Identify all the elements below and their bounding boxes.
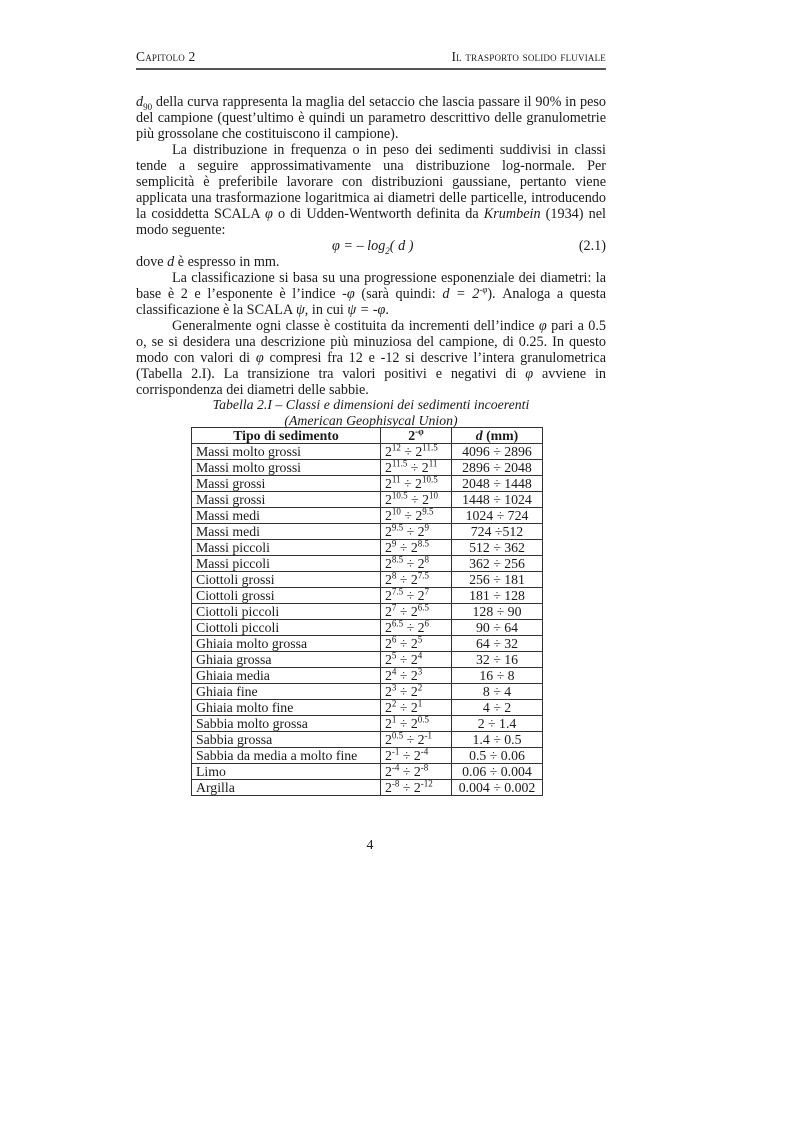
table-row <box>192 508 543 524</box>
table-row <box>192 572 543 588</box>
table-row <box>192 748 543 764</box>
cell-sediment-type: Massi medi <box>192 508 381 524</box>
table-row <box>192 540 543 556</box>
table-row <box>192 700 543 716</box>
cell-diameter-range: 2896 ÷ 2048 <box>452 460 543 476</box>
cell-diameter-range: 0.004 ÷ 0.002 <box>452 780 543 796</box>
cell-sediment-type: Ciottoli grossi <box>192 588 381 604</box>
cell-diameter-range: 4096 ÷ 2896 <box>452 444 543 460</box>
cell-diameter-range: 1024 ÷ 724 <box>452 508 543 524</box>
paragraph-classification: La classificazione si basa su una progressione esponenziale dei diametri: la base è 2 e l’esponente è l’indice -φ (sarà quindi: $d = 2^{-\varphi}$). Analoga a questa classificazione è la SCALA ψ, in cui ψ = -φ. <box>136 270 607 318</box>
cell-phi-range: $2^{11.5} \div 2^{11}$ <box>381 460 452 476</box>
equation-2-1 <box>136 238 606 254</box>
table-row <box>192 588 543 604</box>
cell-diameter-range: 90 ÷ 64 <box>452 620 543 636</box>
running-header-chapter: Capitolo 2 <box>136 49 196 64</box>
cell-phi-range: $2^{-4} \div 2^{-8}$ <box>381 764 452 780</box>
table-row <box>192 764 543 780</box>
cell-phi-range: $2^{10.5} \div 2^{10}$ <box>381 492 452 508</box>
cell-sediment-type: Ciottoli piccoli <box>192 604 381 620</box>
cell-phi-range: $2^{-1} \div 2^{-4}$ <box>381 748 452 764</box>
cell-diameter-range: 256 ÷ 181 <box>452 572 543 588</box>
cell-phi-range: $2^{12} \div 2^{11.5}$ <box>381 444 452 460</box>
body-text <box>136 94 606 398</box>
table-caption <box>136 397 606 429</box>
cell-phi-range: $2^7 \div 2^{6.5}$ <box>381 604 452 620</box>
cell-phi-range: $2^8 \div 2^{7.5}$ <box>381 572 452 588</box>
cell-diameter-range: 32 ÷ 16 <box>452 652 543 668</box>
cell-diameter-range: 8 ÷ 4 <box>452 684 543 700</box>
table-header-row <box>192 428 543 444</box>
table-row <box>192 604 543 620</box>
cell-sediment-type: Sabbia da media a molto fine <box>192 748 381 764</box>
cell-phi-range: $2^4 \div 2^3$ <box>381 668 452 684</box>
cell-phi-range: $2^{6.5} \div 2^6$ <box>381 620 452 636</box>
cell-phi-range: $2^{9.5} \div 2^9$ <box>381 524 452 540</box>
cell-phi-range: $2^{8.5} \div 2^8$ <box>381 556 452 572</box>
table-row <box>192 780 543 796</box>
table-row <box>192 668 543 684</box>
paragraph-increments: Generalmente ogni classe è costituita da incrementi dell’indice φ pari a 0.5 o, se si desidera una descrizione più minuziosa del campione, di 0.25. In questo modo con valori di φ compresi fra 12 e -12 si descrive l’intera granulometrica (Tabella 2.I). La transizione tra valori positivi e negativi di φ avviene in corrispondenza dei diametri delle sabbie. <box>136 318 606 398</box>
cell-diameter-range: 362 ÷ 256 <box>452 556 543 572</box>
paragraph-distribution: La distribuzione in frequenza o in peso dei sedimenti suddivisi in classi tende a seguire approssimativamente una distribuzione log-normale. Per semplicità è preferibile lavorare con distribuzioni gaussiane, pertanto viene applicata una trasformazione logaritmica ai diametri delle particelle, introducendo la cosiddetta SCALA φ o di Udden-Wentworth definita da Krumbein (1934) nel modo seguente: <box>136 142 606 238</box>
cell-sediment-type: Ghiaia grossa <box>192 652 381 668</box>
cell-sediment-type: Ciottoli grossi <box>192 572 381 588</box>
table-row <box>192 636 543 652</box>
cell-sediment-type: Argilla <box>192 780 381 796</box>
cell-sediment-type: Ciottoli piccoli <box>192 620 381 636</box>
table-caption-source: (American Geophisycal Union) <box>284 413 458 428</box>
col-header-type: Tipo di sedimento <box>192 428 381 444</box>
page-number: 4 <box>366 837 374 852</box>
cell-diameter-range: 4 ÷ 2 <box>452 700 543 716</box>
cell-diameter-range: 64 ÷ 32 <box>452 636 543 652</box>
table-row <box>192 492 543 508</box>
cell-phi-range: $2^{11} \div 2^{10.5}$ <box>381 476 452 492</box>
cell-phi-range: $2^1 \div 2^{0.5}$ <box>381 716 452 732</box>
cell-sediment-type: Massi molto grossi <box>192 444 381 460</box>
cell-sediment-type: Sabbia grossa <box>192 732 381 748</box>
cell-sediment-type: Massi piccoli <box>192 540 381 556</box>
table-row <box>192 684 543 700</box>
table-row <box>192 716 543 732</box>
equation-number: (2.1) <box>578 238 606 254</box>
cell-phi-range: $2^{10} \div 2^{9.5}$ <box>381 508 452 524</box>
cell-phi-range: $2^2 \div 2^1$ <box>381 700 452 716</box>
cell-diameter-range: 0.5 ÷ 0.06 <box>452 748 543 764</box>
cell-sediment-type: Massi piccoli <box>192 556 381 572</box>
table-caption-title: Tabella 2.I – Classi e dimensioni dei sedimenti incoerenti <box>212 397 530 412</box>
cell-sediment-type: Massi medi <box>192 524 381 540</box>
cell-sediment-type: Massi molto grossi <box>192 460 381 476</box>
cell-phi-range: $2^5 \div 2^4$ <box>381 652 452 668</box>
cell-diameter-range: 2048 ÷ 1448 <box>452 476 543 492</box>
cell-phi-range: $2^9 \div 2^{8.5}$ <box>381 540 452 556</box>
cell-diameter-range: 724 ÷512 <box>452 524 543 540</box>
table-row <box>192 524 543 540</box>
table-row <box>192 444 543 460</box>
cell-phi-range: $2^{0.5} \div 2^{-1}$ <box>381 732 452 748</box>
equation-expression: φ = – $\log_2$( d ) <box>332 238 414 256</box>
col-header-d: d (mm) <box>452 428 543 444</box>
paragraph-units: dove d è espresso in mm. <box>136 254 280 270</box>
paragraph-d90: $d_{90}$ della curva rappresenta la maglia del setaccio che lascia passare il 90% in peso del campione (quest’ultimo è quindi un parametro descrittivo delle granulometrie più grossolane che costituiscono il campione). <box>136 94 606 142</box>
cell-diameter-range: 0.06 ÷ 0.004 <box>452 764 543 780</box>
cell-sediment-type: Ghiaia molto grossa <box>192 636 381 652</box>
table-row <box>192 620 543 636</box>
table-row <box>192 476 543 492</box>
cell-phi-range: $2^{-8} \div 2^{-12}$ <box>381 780 452 796</box>
cell-diameter-range: 16 ÷ 8 <box>452 668 543 684</box>
cell-phi-range: $2^3 \div 2^2$ <box>381 684 452 700</box>
cell-sediment-type: Ghiaia fine <box>192 684 381 700</box>
cell-diameter-range: 1448 ÷ 1024 <box>452 492 543 508</box>
cell-sediment-type: Sabbia molto grossa <box>192 716 381 732</box>
header-rule <box>136 68 606 70</box>
cell-sediment-type: Massi grossi <box>192 492 381 508</box>
cell-diameter-range: 128 ÷ 90 <box>452 604 543 620</box>
cell-sediment-type: Limo <box>192 764 381 780</box>
running-header-title: Il trasporto solido fluviale <box>451 49 606 64</box>
cell-sediment-type: Ghiaia molto fine <box>192 700 381 716</box>
cell-sediment-type: Ghiaia media <box>192 668 381 684</box>
table-row <box>192 556 543 572</box>
cell-diameter-range: 181 ÷ 128 <box>452 588 543 604</box>
table-row <box>192 732 543 748</box>
cell-diameter-range: 512 ÷ 362 <box>452 540 543 556</box>
table-row <box>192 652 543 668</box>
cell-diameter-range: 1.4 ÷ 0.5 <box>452 732 543 748</box>
cell-diameter-range: 2 ÷ 1.4 <box>452 716 543 732</box>
col-header-phi: $2^{-\varphi}$ <box>381 428 452 444</box>
cell-phi-range: $2^{7.5} \div 2^7$ <box>381 588 452 604</box>
cell-sediment-type: Massi grossi <box>192 476 381 492</box>
table-row <box>192 460 543 476</box>
cell-phi-range: $2^6 \div 2^5$ <box>381 636 452 652</box>
sediment-classes-table <box>191 427 543 796</box>
